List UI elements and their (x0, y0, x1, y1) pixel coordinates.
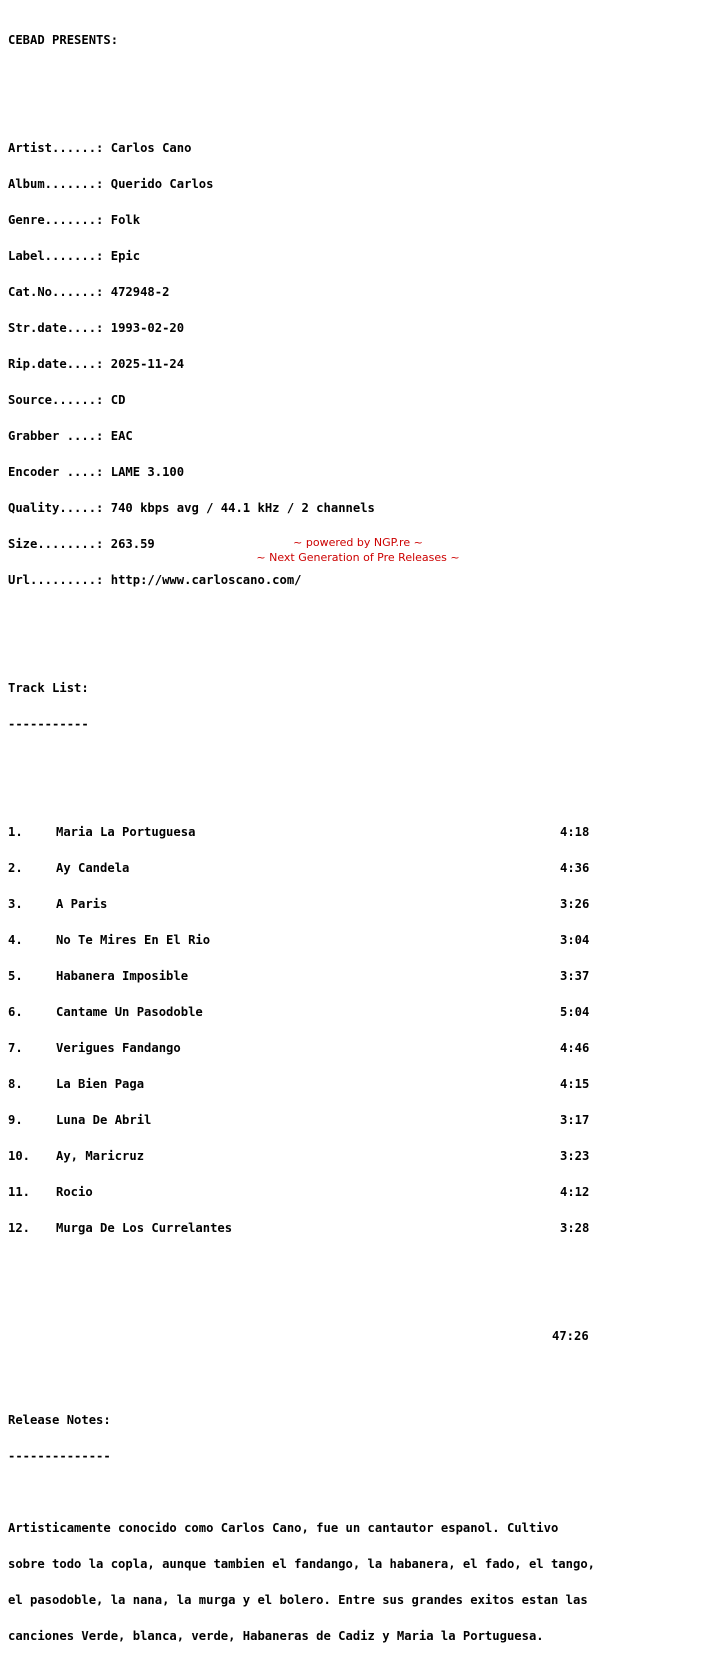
track-title: Luna De Abril (56, 1113, 152, 1127)
info-key: Str.date....: (8, 321, 111, 335)
track-number: 4. (8, 933, 23, 947)
info-value: Epic (110, 249, 141, 263)
track-number: 6. (8, 1005, 23, 1019)
track-duration: 3:17 (560, 1113, 590, 1127)
info-quality (8, 502, 595, 514)
release-notes-line: sobre todo la copla, aunque tambien el fandango, la habanera, el fado, el tango, (8, 1557, 595, 1571)
track-list (8, 802, 595, 1258)
release-notes-heading: Release Notes: (8, 1413, 111, 1427)
info-key: Grabber ....: (8, 429, 111, 443)
info-value: Querido Carlos (110, 177, 214, 191)
info-url (8, 574, 595, 586)
info-value: 1993-02-20 (110, 321, 185, 335)
track-duration: 3:23 (560, 1149, 590, 1163)
info-value: 2025-11-24 (110, 357, 185, 371)
info-key: Encoder ....: (8, 465, 111, 479)
track-duration: 3:37 (560, 969, 590, 983)
nfo-document (8, 10, 595, 1654)
track-title: No Te Mires En El Rio (56, 933, 211, 947)
track-row (8, 1006, 595, 1018)
tracklist-heading: Track List: (8, 681, 89, 695)
tracklist-underline: ----------- (8, 717, 89, 731)
track-title: Murga De Los Currelantes (56, 1221, 233, 1235)
info-value: 472948-2 (110, 285, 170, 299)
track-title: Maria La Portuguesa (56, 825, 196, 839)
track-number: 5. (8, 969, 23, 983)
track-row (8, 934, 595, 946)
info-key: Artist......: (8, 141, 111, 155)
info-value: 740 kbps avg / 44.1 kHz / 2 channels (110, 501, 375, 515)
track-duration: 4:36 (560, 861, 590, 875)
info-key: Genre.......: (8, 213, 111, 227)
info-key: Label.......: (8, 249, 111, 263)
spacer (8, 1486, 595, 1498)
track-row (8, 1222, 595, 1234)
info-value: Folk (110, 213, 141, 227)
track-row (8, 1150, 595, 1162)
track-title: Ay Candela (56, 861, 130, 875)
info-grabber (8, 430, 595, 442)
total-row (8, 1330, 595, 1342)
info-genre (8, 214, 595, 226)
release-notes-line: Artisticamente conocido como Carlos Cano, fue un cantautor espanol. Cultivo (8, 1521, 559, 1535)
track-duration: 3:04 (560, 933, 590, 947)
footer-tagline: ~ Next Generation of Pre Releases ~ (256, 551, 460, 564)
track-number: 11. (8, 1185, 31, 1199)
info-key: Url.........: (8, 573, 111, 587)
info-value: CD (110, 393, 126, 407)
info-value: http://www.carloscano.com/ (110, 573, 302, 587)
presents-heading: CEBAD PRESENTS: (8, 33, 119, 47)
info-artist (8, 142, 595, 154)
track-title: Habanera Imposible (56, 969, 189, 983)
info-key: Source......: (8, 393, 111, 407)
track-row (8, 1042, 595, 1054)
track-duration: 3:28 (560, 1221, 590, 1235)
track-row (8, 826, 595, 838)
info-key: Rip.date....: (8, 357, 111, 371)
info-source (8, 394, 595, 406)
footer-powered-by: ~ powered by NGP.re ~ (293, 536, 423, 549)
track-number: 7. (8, 1041, 23, 1055)
spacer (8, 646, 595, 658)
info-key: Quality.....: (8, 501, 111, 515)
track-row (8, 1186, 595, 1198)
track-row (8, 1114, 595, 1126)
info-value: 263.59 (110, 537, 155, 551)
track-number: 12. (8, 1221, 31, 1235)
track-row (8, 862, 595, 874)
track-row (8, 898, 595, 910)
track-number: 8. (8, 1077, 23, 1091)
track-row (8, 970, 595, 982)
release-notes-line: el pasodoble, la nana, la murga y el bolero. Entre sus grandes exitos estan las (8, 1593, 588, 1607)
track-row (8, 1078, 595, 1090)
spacer (8, 70, 595, 82)
track-duration: 4:46 (560, 1041, 590, 1055)
track-number: 2. (8, 861, 23, 875)
track-duration: 4:18 (560, 825, 590, 839)
info-album (8, 178, 595, 190)
track-title: Ay, Maricruz (56, 1149, 145, 1163)
info-key: Size........: (8, 537, 111, 551)
spacer (8, 1366, 595, 1378)
track-title: La Bien Paga (56, 1077, 145, 1091)
info-ripdate (8, 358, 595, 370)
track-duration: 3:26 (560, 897, 590, 911)
track-duration: 4:15 (560, 1077, 590, 1091)
track-number: 3. (8, 897, 23, 911)
info-label (8, 250, 595, 262)
info-value: Carlos Cano (110, 141, 192, 155)
release-notes-underline: -------------- (8, 1449, 111, 1463)
spacer (8, 1294, 595, 1306)
info-catno (8, 286, 595, 298)
track-title: Verigues Fandango (56, 1041, 181, 1055)
info-key: Album.......: (8, 177, 111, 191)
spacer (8, 754, 595, 766)
track-title: Cantame Un Pasodoble (56, 1005, 203, 1019)
info-value: LAME 3.100 (110, 465, 185, 479)
track-duration: 5:04 (560, 1005, 590, 1019)
info-strdate (8, 322, 595, 334)
track-number: 1. (8, 825, 23, 839)
info-value: EAC (110, 429, 133, 443)
track-title: Rocio (56, 1185, 93, 1199)
track-number: 10. (8, 1149, 31, 1163)
info-encoder (8, 466, 595, 478)
track-title: A Paris (56, 897, 108, 911)
track-duration: 4:12 (560, 1185, 590, 1199)
track-number: 9. (8, 1113, 23, 1127)
total-duration: 47:26 (552, 1329, 589, 1343)
info-key: Cat.No......: (8, 285, 111, 299)
release-notes-line: canciones Verde, blanca, verde, Habaneras de Cadiz y Maria la Portuguesa. (8, 1629, 544, 1643)
